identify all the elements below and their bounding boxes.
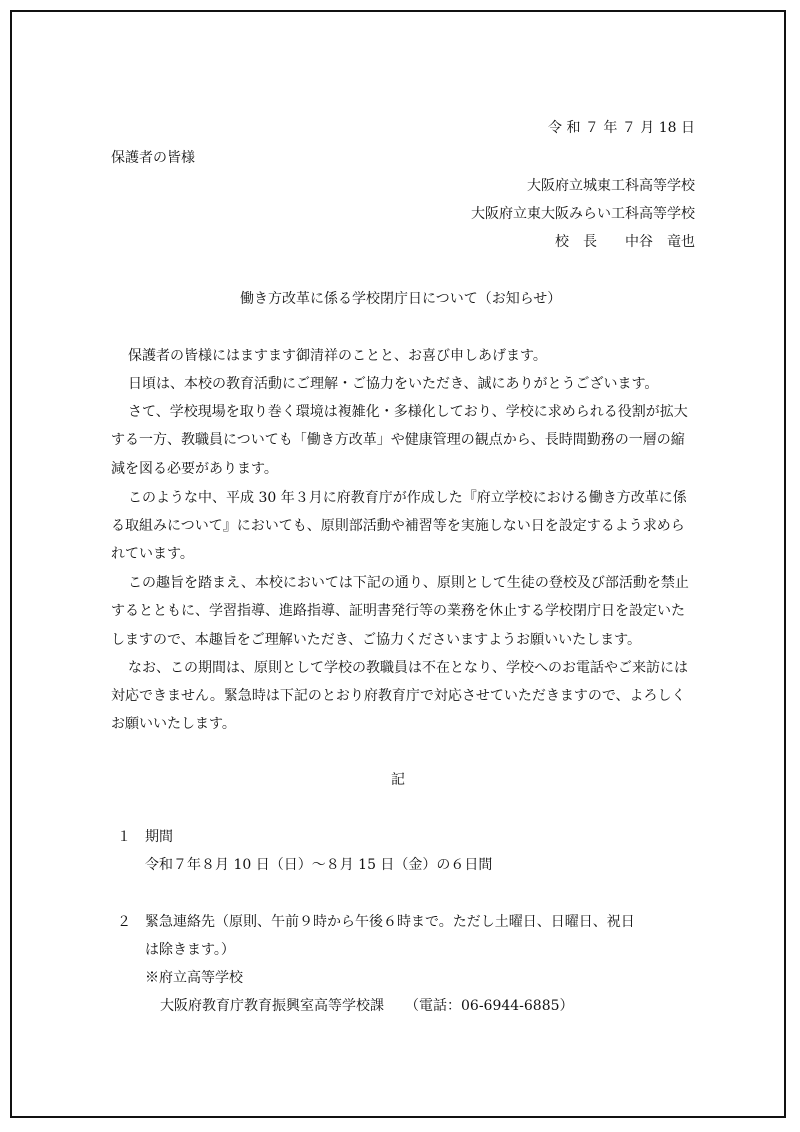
item-2-label-continued: は除きます。）	[145, 942, 235, 958]
sender-principal: 校 長 中谷 竜也	[555, 234, 695, 250]
body-line: しますので、本趣旨をご理解いただき、ご協力くださいますようお願いいたします。	[111, 632, 642, 648]
body-line: なお、この期間は、原則として学校の教職員は不在となり、学校へのお電話やご来訪には	[128, 660, 688, 676]
body-line: この趣旨を踏まえ、本校においては下記の通り、原則として生徒の登校及び部活動を禁止	[128, 575, 689, 591]
body-line: れています。	[111, 546, 194, 562]
item-1-detail: 令和７年８月 10 日（日）～８月 15 日（金）の６日間	[145, 857, 493, 873]
body-line: 対応できません。緊急時は下記のとおり府教育庁で対応させていただきますので、よろしく	[111, 688, 686, 704]
item-2-contact: 大阪府教育庁教育振興室高等学校課 （電話：06-6944-6885）	[160, 998, 574, 1014]
body-line: する一方、教職員についても「働き方改革」や健康管理の観点から、長時間勤務の一層の縮	[111, 432, 685, 448]
recipient-line: 保護者の皆様	[111, 150, 195, 166]
sender-school-1: 大阪府立城東工科高等学校	[527, 178, 695, 194]
body-line: このような中、平成 30 年３月に府教育庁が作成した『府立学校における働き方改革に係	[128, 490, 687, 506]
document-title: 働き方改革に係る学校閉庁日について（お知らせ）	[240, 291, 562, 307]
item-2-note: ※府立高等学校	[145, 970, 243, 986]
ki-heading: 記	[391, 772, 405, 788]
body-line: 保護者の皆様にはますます御清祥のことと、お喜び申しあげます。	[128, 348, 547, 364]
item-2-number: ２	[117, 914, 131, 930]
item-1-number: １	[117, 829, 131, 845]
item-2-label: 緊急連絡先（原則、午前９時から午後６時まで。ただし土曜日、日曜日、祝日	[145, 914, 635, 930]
body-line: る取組みについて』においても、原則部活動や補習等を実施しない日を設定するよう求めら	[111, 518, 685, 534]
body-line: 減を図る必要があります。	[111, 461, 278, 477]
body-line: さて、学校現場を取り巻く環境は複雑化・多様化しており、学校に求められる役割が拡大	[128, 404, 688, 420]
item-1-label: 期間	[145, 829, 173, 845]
body-line: お願いいたします。	[111, 716, 236, 732]
body-line: 日頃は、本校の教育活動にご理解・ご協力をいただき、誠にありがとうございます。	[128, 376, 659, 392]
body-line: するとともに、学習指導、進路指導、証明書発行等の業務を休止する学校閉庁日を設定いた	[111, 603, 685, 619]
document-date: 令 和 ７ 年 ７ 月 18 日	[548, 120, 695, 136]
sender-school-2: 大阪府立東大阪みらい工科高等学校	[471, 206, 695, 222]
